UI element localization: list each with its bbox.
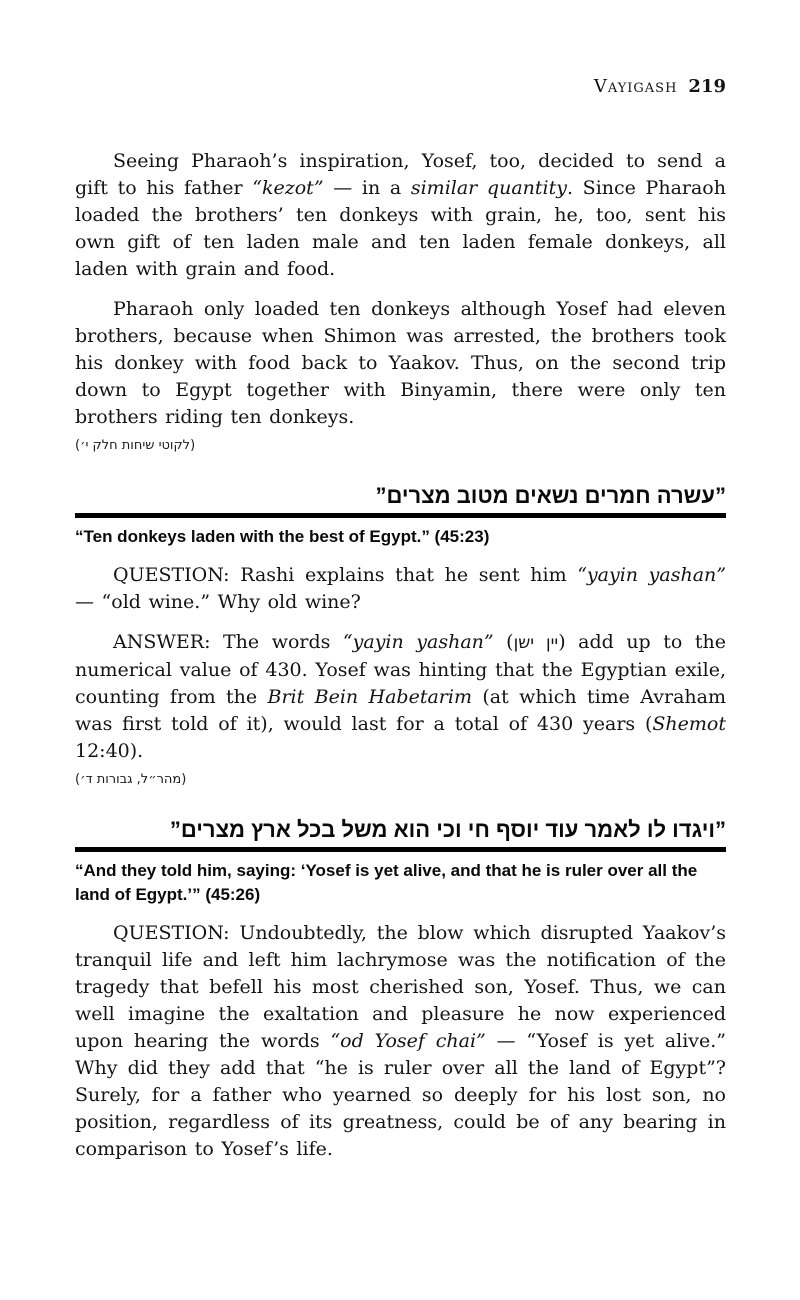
parsha-title: Vayigash — [593, 76, 678, 97]
answer-paragraph: ANSWER: The words “yayin yashan” (יין ישן) add up to the numerical value of 430. Yosef was hinting that the Egyptian exile, counting from the Brit Bein Habetarim (at which time Avraham was first told of it), would last for a total of 430 years (Shemot 12:40). — [75, 631, 726, 762]
source-citation-maharal: (מהר״ל, גבורות ד׳) — [75, 772, 187, 787]
section-yosef-is-alive — [75, 816, 726, 1163]
section-ten-donkeys — [75, 482, 726, 787]
heading-rule — [75, 513, 726, 518]
hebrew-verse-heading: ”ויגדו לו לאמר עוד יוסף חי וכי הוא משל בכל ארץ מצרים” — [169, 817, 726, 842]
running-head — [75, 76, 726, 97]
paragraph-ten-donkeys-reason: Pharaoh only loaded ten donkeys although Yosef had eleven brothers, because when Shimon was arrested, the brothers took his donkey with food back to Yaakov. Thus, on the second trip down to Egypt together with Binyamin, there were only ten brothers riding ten donkeys. — [75, 298, 726, 428]
paragraph-yosef-gift: Seeing Pharaoh’s inspiration, Yosef, too, decided to send a gift to his father “kezot” — in a similar quantity. Since Pharaoh loaded the brothers’ ten donkeys with grain, he, too, sent his own gift of ten laden male and ten laden female donkeys, all laden with grain and food. — [75, 150, 726, 280]
verse-translation-caption: “And they told him, saying: ‘Yosef is yet alive, and that he is ruler over all the land of Egypt.’” (45:26) — [75, 861, 698, 904]
verse-translation-caption: “Ten donkeys laden with the best of Egypt.” (45:23) — [75, 527, 490, 546]
page-body — [75, 148, 726, 1163]
source-citation-likkutei-sichot: (לקוטי שיחות חלק י׳) — [75, 438, 196, 453]
hebrew-verse-heading: ”עשרה חמרים נשאים מטוב מצרים” — [375, 483, 726, 508]
heading-rule — [75, 847, 726, 852]
question-paragraph: QUESTION: Undoubtedly, the blow which disrupted Yaakov’s tranquil life and left him lachrymose was the notification of the tragedy that befell his most cherished son, Yosef. Thus, we can well imagine the exaltation and pleasure he now experienced upon hearing the words “od Yosef chai” — “Yosef is yet alive.” Why did they add that “he is ruler over all the land of Egypt”? Surely, for a father who yearned so deeply for his lost son, no position, regardless of its greatness, could be of any bearing in comparison to Yosef’s life. — [75, 922, 727, 1160]
page-number: 219 — [688, 76, 726, 97]
question-paragraph: QUESTION: Rashi explains that he sent him “yayin yashan” — “old wine.” Why old wine? — [75, 564, 726, 613]
